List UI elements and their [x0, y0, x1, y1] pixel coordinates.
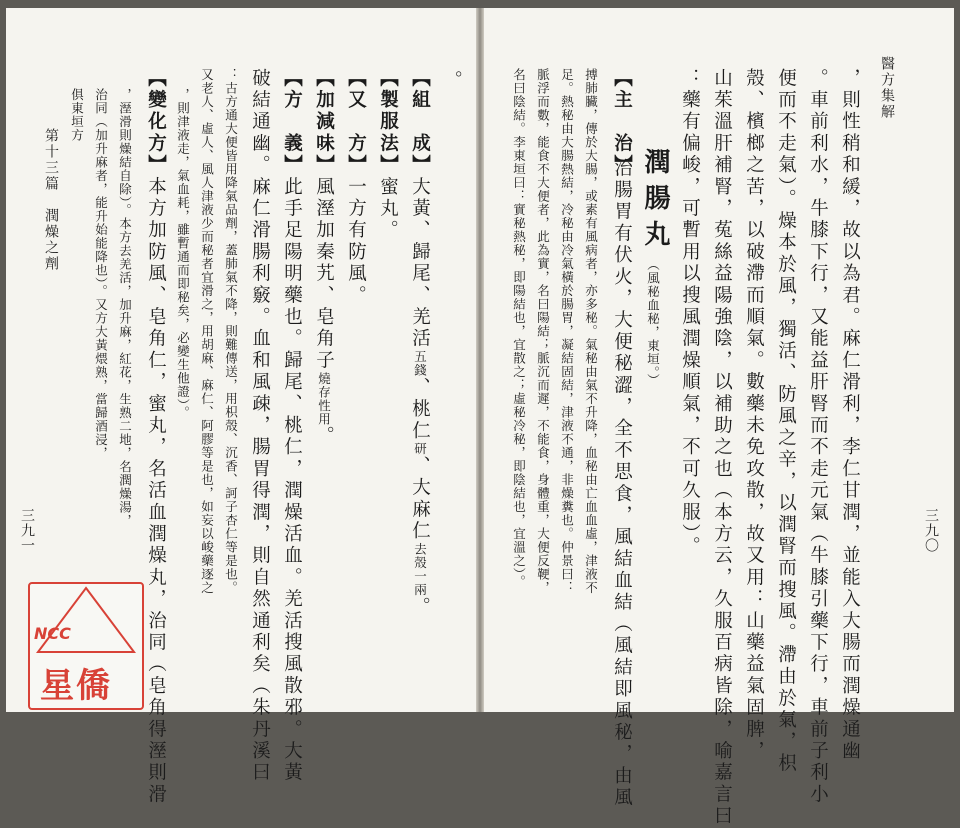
- text-line: 足。熱秘由大腸熱結，冷秘由冷氣橫於腸胃，凝結固結，津液不通，非燥糞也。仲景曰：: [559, 68, 575, 595]
- text-line: 。: [441, 70, 463, 92]
- section-tag-fangyi: 【方 義】: [281, 68, 303, 177]
- section-tag-zucheng: 【組 成】: [409, 68, 431, 177]
- section-zhifu: [378, 68, 397, 242]
- text-line: 搏肺臟，傳於大腸，或素有風病者，亦多秘。氣秘由氣不升降，血秘由亡血血虛，津液不: [583, 68, 599, 595]
- ingredients-text: 大黃、歸尾、羌活: [409, 176, 431, 351]
- method-text: 蜜丸。: [377, 176, 399, 242]
- formula-title: 潤腸丸: [640, 148, 670, 256]
- alt-formula-text: 一方有防風。: [345, 176, 367, 307]
- page-header: 第十三篇 潤燥之劑: [43, 128, 59, 272]
- page-number: 三九〇: [923, 508, 939, 553]
- stamp-latin: NCC: [34, 624, 71, 643]
- dosage-note: 研: [412, 442, 428, 456]
- text-line: 殼、檳榔之苦，以破滯而順氣。數藥未免攻散，故又用：山藥益氣固脾，: [743, 68, 765, 763]
- text-line: 山茱溫肝補腎，菟絲益陽強陰，以補助之也（本方云，久服百病皆除，喻嘉言曰: [711, 68, 733, 828]
- text-line: 此手足陽明藥也。歸尾、桃仁，潤燥活血。羌活搜風散邪。大黃: [281, 176, 303, 785]
- text-line: 名曰陰結。李東垣曰：實秘熱秘，即陽結也，宜散之；虛秘冷秘，即陰結也，宜溫之）。: [511, 68, 527, 589]
- right-page: [484, 8, 954, 828]
- section-tag-zhifu: 【製服法】: [377, 68, 399, 177]
- library-stamp: [28, 582, 144, 710]
- page-number: 三九一: [19, 508, 35, 553]
- text-line: ：藥有偏峻，可暫用以搜風潤燥順氣，不可久服）。: [679, 68, 701, 558]
- ingredients-text: 。: [409, 596, 431, 619]
- section-fangyi: [282, 68, 301, 784]
- book-gutter: [476, 8, 484, 712]
- dosage-note: 去殼一兩: [412, 542, 428, 597]
- section-tag-bianhua: 【變化方】: [145, 68, 167, 177]
- text-line: 脈浮而數，能食不大便者，此為實，名曰陽結；脈沉而遲，不能食，身體重，大便反鞕，: [535, 68, 551, 595]
- section-youfang: [346, 68, 365, 307]
- section-jiajian: [314, 68, 333, 448]
- text-line: 治腸胃有伏火，大便秘澀，全不思食，風結血結（風結即風秘，由風: [611, 158, 633, 809]
- stamp-chinese: 星僑: [40, 666, 112, 706]
- section-tag-jiajian: 【加減味】: [313, 68, 335, 177]
- text-line: 。車前利水，牛膝下行，又能益肝腎而不走元氣（牛膝引藥下行，車前子利小: [807, 68, 829, 806]
- modification-text: 風溼加秦艽、皂角子: [313, 176, 335, 372]
- text-line: ：古方通大便皆用降氣品劑，蓋肺氣不降，則難傳送，用枳殼、沉香、訶子杏仁等是也。: [223, 68, 239, 595]
- text-line: 又老人、虛人、風人津液少而秘者宜滑之，用胡麻、麻仁、阿膠等是也，如妄以峻藥逐之: [199, 68, 215, 595]
- text-line: 便而不走氣）。燥本於風，獨活、防風之辛，以潤腎而搜風。滯由於氣，枳: [775, 68, 797, 775]
- page-header: 醫方集解: [879, 56, 895, 120]
- text-line: 治同（加升麻者，能升始能降也）。又方大黃煨熟，當歸酒浸，: [93, 88, 109, 460]
- text-line: 俱東垣方: [69, 88, 85, 142]
- modification-text: 。: [313, 425, 335, 448]
- section-zucheng: [410, 68, 429, 618]
- section-bianhua: [146, 68, 165, 806]
- text-line: 本方加防風、皂角仁，蜜丸，名活血潤燥丸，治同（皂角得溼則滑: [145, 176, 167, 806]
- modification-note: 燒存性用: [316, 371, 332, 426]
- formula-source: （風秘血秘，東垣。）: [645, 258, 661, 387]
- text-line: ，則津液走，氣血耗，雖暫通而即秘矣，必變生他證）。: [175, 88, 191, 420]
- dosage-note: 五錢: [412, 350, 428, 378]
- text-line: 破結通幽。麻仁滑腸利竅。血和風疎，腸胃得潤，則自然通利矣（朱丹溪曰: [249, 68, 271, 785]
- section-tag-youfang: 【又 方】: [345, 68, 367, 177]
- text-line: ，溼滑則燥結自除）。本方去羌活，加升麻，紅花，生熟二地，名潤燥湯，: [117, 88, 133, 528]
- ingredients-text: 、桃仁: [409, 377, 431, 443]
- text-line: ，則性稍和緩，故以為君。麻仁滑利，李仁甘潤，並能入大腸而潤燥通幽: [839, 68, 861, 763]
- ingredients-text: 、大麻仁: [409, 455, 431, 543]
- section-tag-zhuzhi: 【主 治】: [611, 68, 633, 177]
